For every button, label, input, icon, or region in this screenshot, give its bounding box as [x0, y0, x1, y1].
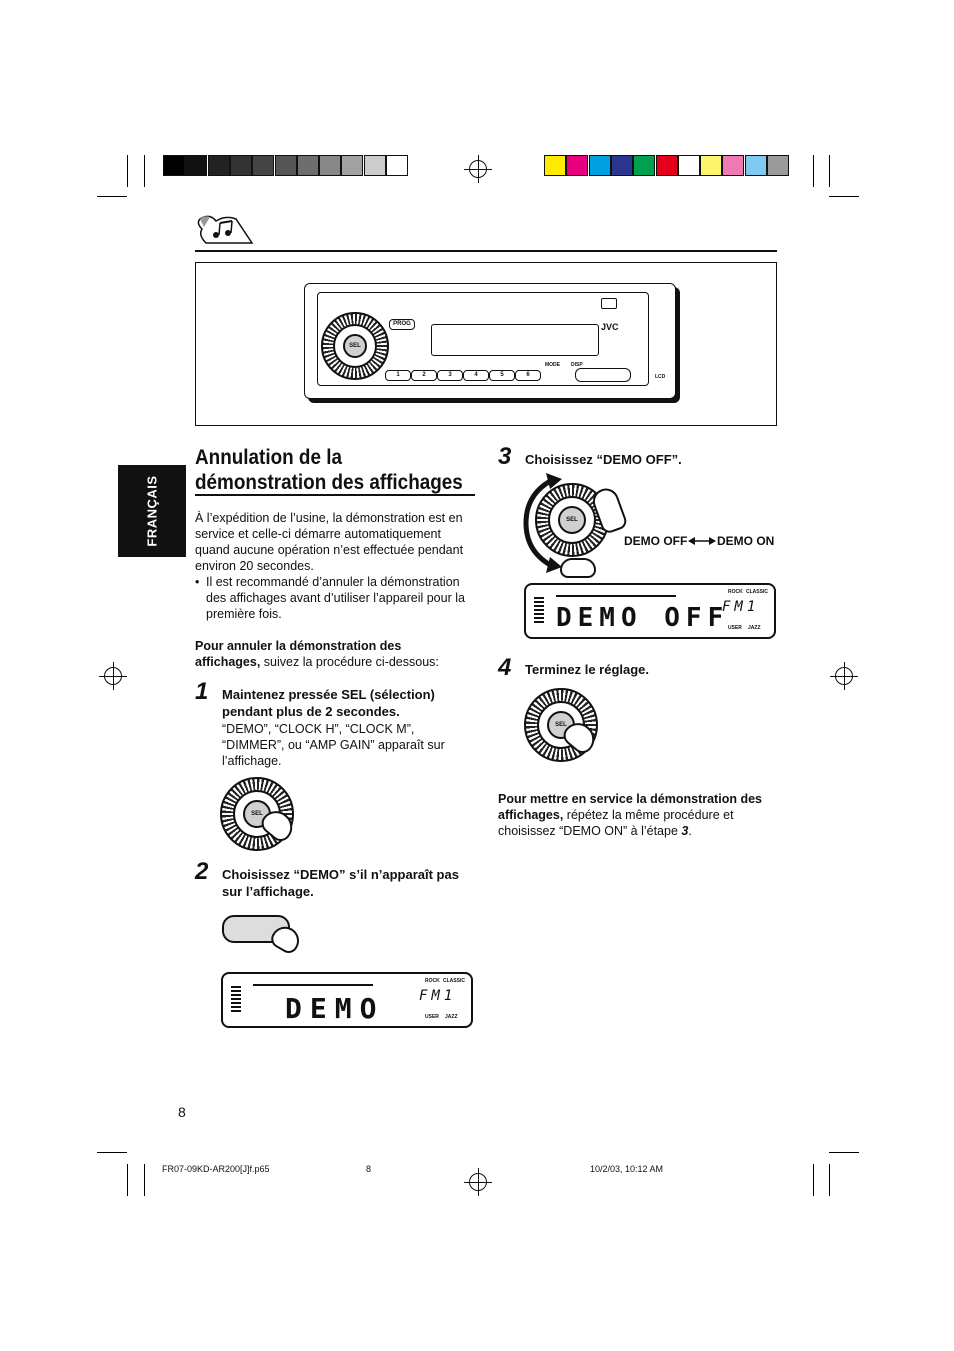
- calibration-swatch: [678, 155, 700, 176]
- bullet-paragraph: Il est recommandé d’annuler la démonstration des affichages avant d’utiliser l’appareil pour la première fois.: [206, 575, 465, 621]
- lcd-tag-classic: CLASSIC: [443, 978, 465, 984]
- crop-mark: [144, 1164, 145, 1196]
- lcd-tag-user: USER: [425, 1014, 439, 1020]
- calibration-swatch: [297, 155, 319, 176]
- section-title: Annulation de la démonstration des affichages: [195, 446, 463, 494]
- calibration-swatch: [252, 155, 274, 176]
- crop-mark: [829, 1152, 859, 1153]
- cancel-lead: Pour annuler la démonstration des affichages,: [195, 639, 402, 669]
- calibration-swatch: [566, 155, 588, 176]
- lcd-tag-jazz: JAZZ: [748, 625, 761, 631]
- crop-mark: [813, 155, 814, 187]
- calibration-swatch: [386, 155, 408, 176]
- step-3-number: 3: [498, 443, 512, 470]
- preset-button-6[interactable]: 6: [515, 370, 541, 381]
- enable-note-end: .: [688, 824, 692, 838]
- calibration-swatch: [185, 155, 207, 176]
- step-2-lcd-main-text: DEMO: [285, 992, 385, 1025]
- calibration-swatch: [163, 155, 185, 176]
- enable-note-rest: répétez la même procédure et choisissez “DEMO ON” à l’étape: [498, 808, 734, 838]
- step-4-number: 4: [498, 654, 512, 681]
- calibration-swatch: [589, 155, 611, 176]
- lcd-tag-jazz: JAZZ: [445, 1014, 458, 1020]
- page-number: 8: [178, 1104, 186, 1120]
- header-rule: [195, 250, 777, 252]
- lcd-level-bar: [556, 595, 676, 597]
- step-3-sel-button[interactable]: SEL: [558, 506, 586, 534]
- preset-button-1[interactable]: 1: [385, 370, 411, 381]
- calibration-swatch: [656, 155, 678, 176]
- step-2-title: Choisissez “DEMO” s’il n’apparaît pas sur l’affichage.: [222, 867, 459, 899]
- option-demo-off: DEMO OFF: [624, 534, 688, 548]
- enable-demo-note: [498, 791, 773, 839]
- mode-label: MODE: [545, 362, 560, 368]
- registration-mark-icon: [469, 1173, 487, 1191]
- lcd-label: LCD: [655, 374, 666, 380]
- preset-button-5[interactable]: 5: [489, 370, 515, 381]
- step-3-lcd-band-text: FM1: [722, 599, 760, 615]
- crop-mark: [144, 155, 145, 187]
- intro-paragraph: À l’expédition de l’usine, la démonstration est en service et celle-ci démarre automatiquement quand aucune opération n’est effectuée pendant environ 20 secondes.: [195, 511, 464, 573]
- step-2-number: 2: [195, 858, 209, 885]
- calibration-swatch: [722, 155, 744, 176]
- eject-button[interactable]: [601, 298, 617, 309]
- lcd-tag-classic: CLASSIC: [746, 589, 768, 595]
- step-2-lcd-display: [221, 972, 473, 1028]
- crop-mark: [829, 196, 859, 197]
- calibration-swatch: [275, 155, 297, 176]
- lcd-tag-rock: ROCK: [425, 978, 440, 984]
- step-3-knob-ring: [548, 496, 596, 544]
- crop-mark: [127, 1164, 128, 1196]
- step-3-title: Choisissez “DEMO OFF”.: [525, 452, 682, 467]
- lcd-tag-rock: ROCK: [728, 589, 743, 595]
- crop-mark: [97, 1152, 127, 1153]
- calibration-swatch: [319, 155, 341, 176]
- footer-file-name: FR07-09KD-AR200[J]f.p65: [162, 1164, 270, 1174]
- step-1-title: Maintenez pressée SEL (sélection) pendant plus de 2 secondes.: [222, 687, 435, 719]
- volume-knob-ring: [333, 324, 377, 368]
- enable-note-step-ref: 3: [681, 824, 689, 838]
- step-3-lcd-display: [524, 583, 776, 639]
- radio-display-window: [431, 324, 599, 356]
- preset-button-4[interactable]: 4: [463, 370, 489, 381]
- calibration-swatch: [208, 155, 230, 176]
- step-1-detail: “DEMO”, “CLOCK H”, “CLOCK M”, “DIMMER”, ou “AMP GAIN” apparaît sur l’affichage.: [222, 722, 445, 768]
- crop-mark: [829, 155, 830, 187]
- step-1-number: 1: [195, 678, 209, 705]
- car-radio-faceplate: [304, 283, 676, 399]
- prog-button[interactable]: PROG: [389, 319, 415, 330]
- registration-mark-icon: [469, 160, 487, 178]
- footer-datetime: 10/2/03, 10:12 AM: [590, 1164, 664, 1174]
- calibration-swatch: [745, 155, 767, 176]
- crop-mark: [829, 1164, 830, 1196]
- title-rule: [195, 494, 475, 496]
- step-3-lcd-main-text: DEMO OFF: [556, 603, 730, 633]
- calibration-swatch: [364, 155, 386, 176]
- step-1-sel-button[interactable]: SEL: [243, 800, 271, 828]
- cancel-instruction: [195, 638, 465, 670]
- calibration-swatch: [230, 155, 252, 176]
- calibration-swatch: [544, 155, 566, 176]
- calibration-swatch: [633, 155, 655, 176]
- music-notes-icon: [196, 213, 256, 247]
- language-tab: [118, 465, 186, 557]
- registration-mark-icon: [104, 667, 122, 685]
- crop-mark: [127, 155, 128, 187]
- lcd-tag-user: USER: [728, 625, 742, 631]
- crop-mark: [97, 196, 127, 197]
- crop-mark: [813, 1164, 814, 1196]
- calibration-swatch: [700, 155, 722, 176]
- option-demo-on: DEMO ON: [717, 534, 775, 548]
- calibration-swatch: [341, 155, 363, 176]
- lcd-level-dots: [231, 986, 241, 1014]
- preset-button-2[interactable]: 2: [411, 370, 437, 381]
- step-3-thumb-icon: [560, 558, 596, 578]
- disp-label: DISP: [571, 362, 583, 368]
- lcd-level-bar: [253, 984, 373, 986]
- step-4-title: Terminez le réglage.: [525, 662, 650, 677]
- step-4-sel-button[interactable]: SEL: [547, 711, 575, 739]
- enable-note-lead: Pour mettre en service la démonstration des affichages,: [498, 792, 762, 822]
- double-arrow-icon: [688, 536, 716, 546]
- sel-button[interactable]: SEL: [343, 334, 367, 358]
- cancel-rest: suivez la procédure ci-dessous:: [260, 655, 439, 669]
- step-2-lcd-band-text: FM1: [419, 988, 457, 1004]
- registration-mark-icon: [835, 667, 853, 685]
- lcd-level-dots: [534, 597, 544, 625]
- bullet-marker: •: [195, 575, 200, 589]
- preset-button-3[interactable]: 3: [437, 370, 463, 381]
- calibration-swatch: [767, 155, 789, 176]
- calibration-swatch: [611, 155, 633, 176]
- footer-sheet-number: 8: [366, 1164, 372, 1174]
- tuning-rocker[interactable]: [575, 368, 631, 382]
- language-label: FRANÇAIS: [144, 475, 160, 547]
- radio-brand-logo: JVC: [601, 322, 619, 332]
- volume-knob[interactable]: [321, 312, 389, 380]
